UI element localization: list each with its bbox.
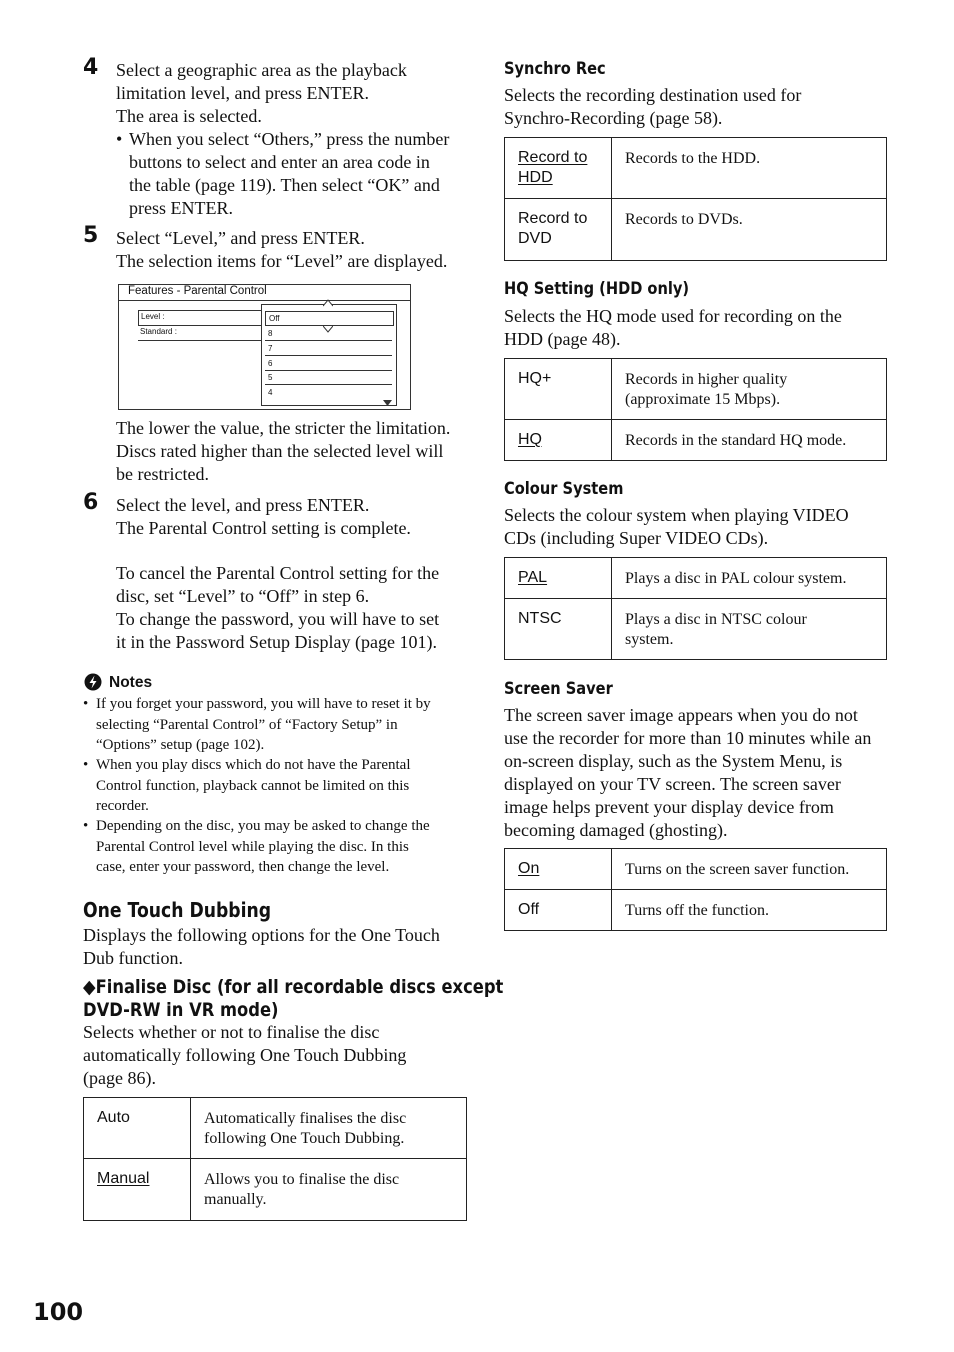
table-row (505, 558, 887, 599)
value-line: manually. (204, 1191, 267, 1208)
note-line: When you play discs which do not have the Parental (96, 757, 411, 773)
option-key[interactable] (84, 1159, 191, 1221)
default-option-label: PAL (518, 569, 548, 586)
notes-heading: Notes (109, 674, 153, 691)
step-4-line: The area is selected. (116, 106, 262, 126)
explanation-line: Discs rated higher than the selected level will (116, 441, 444, 461)
bullet-line: buttons to select and enter an area code in (129, 152, 430, 172)
level-dropdown[interactable] (261, 304, 397, 406)
option-key[interactable] (505, 138, 612, 199)
value-line: Automatically finalises the disc (204, 1110, 407, 1127)
finalise-table (83, 1097, 467, 1221)
synchro-table (504, 137, 887, 261)
note-line: “Options” setup (page 102). (96, 737, 265, 753)
option-value: Plays a disc in PAL colour system. (612, 558, 887, 599)
step-5-line: Select “Level,” and press ENTER. (116, 228, 365, 248)
synchro-heading: Synchro Rec (504, 59, 606, 79)
default-option-label: HQ (518, 431, 542, 448)
default-option-label (518, 149, 587, 186)
step-5-number: 5 (83, 223, 99, 248)
desc-line: automatically following One Touch Dubbing (83, 1045, 407, 1065)
cancel-line: To cancel the Parental Control setting for the (116, 563, 440, 583)
arrow-down-icon[interactable] (383, 400, 392, 407)
option-value (191, 1098, 467, 1159)
note-line: case, enter your password, then change the level. (96, 859, 390, 875)
option-value: Records to the HDD. (612, 138, 887, 199)
arrow-down-icon[interactable] (323, 325, 333, 333)
default-option-label: On (518, 860, 540, 877)
note-line: Depending on the disc, you may be asked to change the (96, 818, 430, 834)
step-4-line: Select a geographic area as the playback (116, 60, 407, 80)
option-key[interactable]: NTSC (505, 599, 612, 660)
colour-desc (504, 504, 849, 550)
standard-row (138, 326, 262, 341)
dropdown-option[interactable]: Off (265, 311, 394, 326)
table-row (505, 359, 887, 420)
one-touch-desc (83, 924, 440, 970)
table-row (505, 420, 887, 461)
desc-line: (page 86). (83, 1068, 156, 1088)
table-row (505, 890, 887, 931)
note-item (96, 816, 430, 878)
explanation-line: The lower the value, the stricter the limitation. (116, 418, 451, 438)
cancel-line: it in the Password Setup Display (page 101). (116, 632, 437, 652)
desc-line: Displays the following options for the One Touch (83, 925, 440, 945)
desc-line: Selects the colour system when playing VIDEO (504, 505, 849, 525)
table-row (84, 1159, 467, 1221)
arrow-up-icon[interactable] (323, 299, 333, 307)
standard-label: Standard : (140, 327, 177, 336)
option-key[interactable] (505, 199, 612, 261)
value-line: (approximate 15 Mbps). (625, 391, 781, 408)
desc-line: Dub function. (83, 948, 183, 968)
step-5-text (116, 227, 447, 273)
bullet-line: When you select “Others,” press the number (129, 129, 450, 149)
desc-line: HDD (page 48). (504, 329, 621, 349)
key-line: Record to (518, 149, 588, 166)
level-row[interactable] (138, 310, 264, 326)
value-line: Plays a disc in NTSC colour (625, 611, 807, 628)
saver-desc (504, 704, 871, 842)
option-value (612, 599, 887, 660)
colour-heading: Colour System (504, 479, 624, 499)
note-item (96, 755, 411, 817)
note-line: Control function, playback cannot be limited on this (96, 777, 410, 794)
dropdown-option[interactable]: 4 (268, 388, 273, 397)
hq-desc (504, 305, 842, 351)
option-key[interactable]: Off (505, 890, 612, 931)
cancel-line: To change the password, you will have to set (116, 609, 440, 629)
dropdown-option[interactable]: 5 (265, 371, 392, 385)
hq-table (504, 358, 887, 461)
dropdown-option[interactable]: 7 (265, 342, 392, 356)
table-row (505, 138, 887, 199)
parental-control-screen (118, 284, 411, 410)
note-bullet: • (83, 757, 89, 773)
note-bullet: • (83, 818, 89, 834)
desc-line: use the recorder for more than 10 minutes while an (504, 728, 872, 748)
option-key[interactable] (505, 558, 612, 599)
bullet-marker: • (116, 129, 123, 149)
dropdown-option[interactable]: 6 (265, 357, 392, 371)
note-line: Parental Control level while playing the disc. In this (96, 838, 409, 855)
table-row (505, 599, 887, 660)
option-key[interactable] (505, 420, 612, 461)
desc-line: on-screen display, such as the System Menu, is (504, 751, 843, 771)
table-row (84, 1098, 467, 1159)
note-line: If you forget your password, you will have to reset it by (96, 696, 431, 712)
value-line: Records in higher quality (625, 371, 788, 388)
desc-line: The screen saver image appears when you do not (504, 705, 858, 725)
step-6-line: Select the level, and press ENTER. (116, 495, 370, 515)
step-4-text (116, 59, 407, 128)
subheading-line: ◆Finalise Disc (for all recordable discs except (83, 976, 504, 998)
note-line: selecting “Parental Control” of “Factory Setup” in (96, 716, 398, 733)
note-bullet: • (83, 696, 89, 712)
subheading-line: DVD-RW in VR mode) (83, 999, 279, 1021)
option-value: Records to DVDs. (612, 199, 887, 261)
step-5-line: The selection items for “Level” are displayed. (116, 251, 448, 271)
note-item (96, 694, 431, 756)
hq-heading: HQ Setting (HDD only) (504, 279, 690, 299)
step-4-number: 4 (83, 55, 99, 80)
option-value: Turns on the screen saver function. (612, 849, 887, 890)
default-option-label: Manual (97, 1170, 150, 1187)
key-line: Record to (518, 210, 588, 227)
option-key[interactable]: HQ+ (505, 359, 612, 420)
saver-heading: Screen Saver (504, 679, 613, 699)
step-6-number: 6 (83, 490, 99, 515)
desc-line: Selects whether or not to finalise the disc (83, 1022, 380, 1042)
level-explanation (116, 417, 450, 486)
option-value (191, 1159, 467, 1221)
finalise-desc (83, 1021, 406, 1090)
colour-table (504, 557, 887, 660)
cancel-line: disc, set “Level” to “Off” in step 6. (116, 586, 370, 606)
table-row (505, 849, 887, 890)
finalise-subheading (83, 976, 503, 1022)
saver-table (504, 848, 887, 931)
bullet-line: the table (page 119). Then select “OK” and (129, 175, 440, 195)
desc-line: becoming damaged (ghosting). (504, 820, 728, 840)
cancel-note (116, 562, 439, 654)
option-value: Turns off the function. (612, 890, 887, 931)
value-line: following One Touch Dubbing. (204, 1130, 405, 1147)
bullet-line: press ENTER. (129, 198, 233, 218)
desc-line: Selects the HQ mode used for recording on the (504, 306, 842, 326)
notes-icon (84, 673, 102, 691)
synchro-desc (504, 84, 801, 130)
option-key[interactable] (505, 849, 612, 890)
step-4-line: limitation level, and press ENTER. (116, 83, 369, 103)
screen-title: Features - Parental Control (128, 285, 267, 297)
explanation-line: be restricted. (116, 464, 209, 484)
desc-line: image helps prevent your display device from (504, 797, 834, 817)
option-value: Records in the standard HQ mode. (612, 420, 887, 461)
step-6-text (116, 494, 411, 540)
key-line: HDD (518, 169, 553, 186)
level-label: Level : (141, 312, 165, 321)
option-key[interactable]: Auto (84, 1098, 191, 1159)
step-4-bullet (129, 128, 449, 220)
desc-line: displayed on your TV screen. The screen saver (504, 774, 841, 794)
desc-line: CDs (including Super VIDEO CDs). (504, 528, 769, 548)
dropdown-option[interactable]: 8 (265, 327, 392, 341)
key-line: DVD (518, 230, 552, 247)
desc-line: Selects the recording destination used for (504, 85, 802, 105)
desc-line: Synchro-Recording (page 58). (504, 108, 723, 128)
note-line: recorder. (96, 798, 149, 814)
value-line: system. (625, 631, 674, 648)
table-row (505, 199, 887, 261)
title-divider (119, 300, 410, 301)
option-value (612, 359, 887, 420)
page-number: 100 (33, 1298, 84, 1326)
step-6-line: The Parental Control setting is complete. (116, 518, 411, 538)
value-line: Allows you to finalise the disc (204, 1171, 400, 1188)
one-touch-heading: One Touch Dubbing (83, 898, 272, 922)
